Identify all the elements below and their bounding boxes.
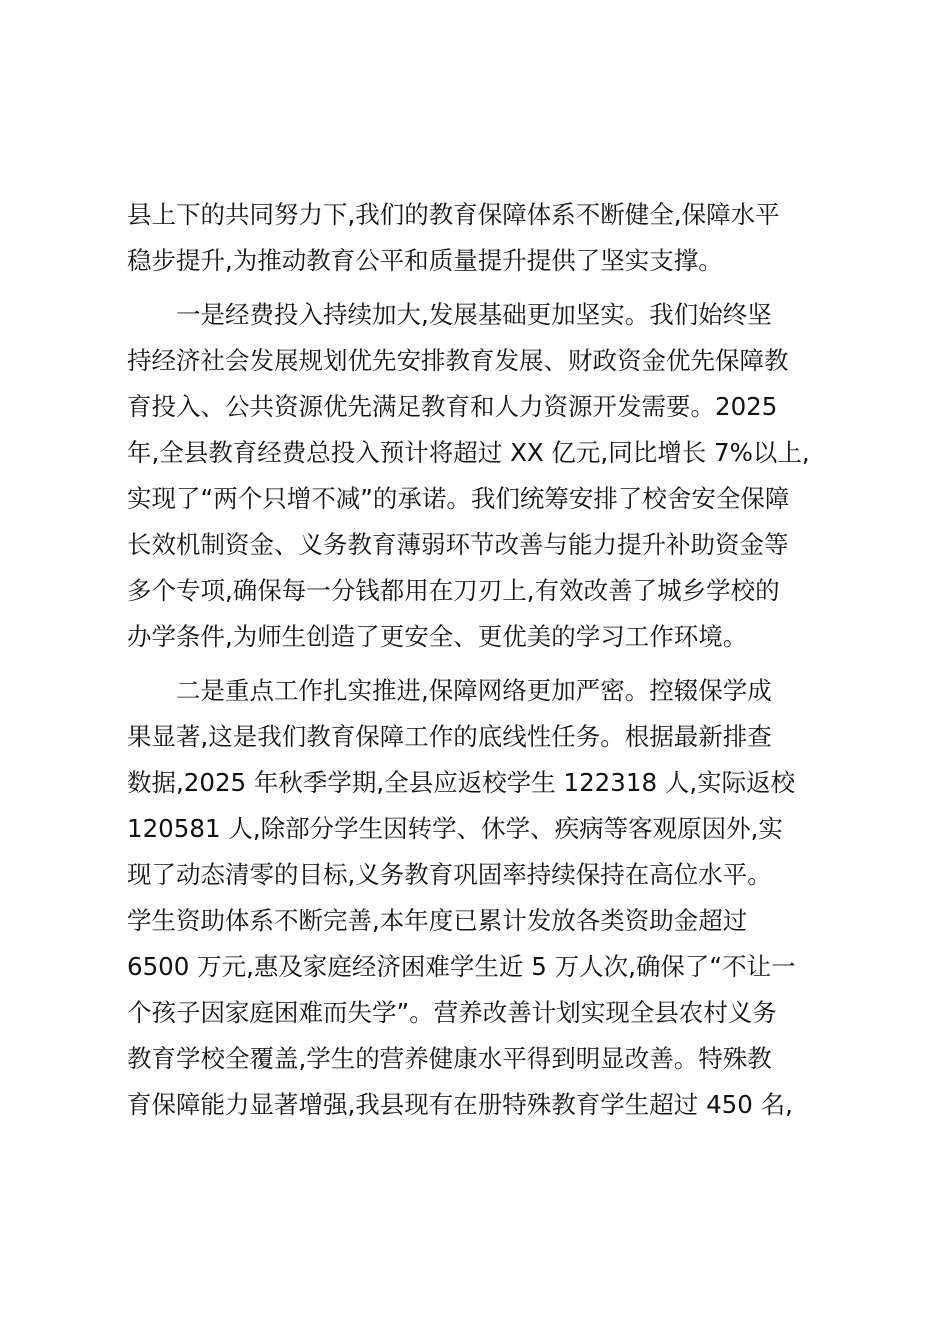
document-body [127,192,847,1136]
text-line: 120581 人,除部分学生因转学、休学、疾病等客观原因外,实 [127,814,783,843]
text-line: 学生资助体系不断完善,本年度已累计发放各类资助金超过 [127,906,748,935]
text-line: 个孩子因家庭困难而失学”。营养改善计划实现全县农村义务 [127,998,777,1027]
text-line: 育保障能力显著增强,我县现有在册特殊教育学生超过 450 名, [127,1090,793,1119]
paragraph-funding [127,292,847,660]
text-line: 6500 万元,惠及家庭经济困难学生近 5 万人次,确保了“不让一 [127,952,796,981]
text-line: 办学条件,为师生创造了更安全、更优美的学习工作环境。 [127,622,748,651]
paragraph-key-work [127,668,847,1128]
text-line: 年,全县教育经费总投入预计将超过 XX 亿元,同比增长 7%以上, [127,438,810,467]
text-line: 实现了“两个只增不减”的承诺。我们统筹安排了校舍安全保障 [127,484,790,513]
text-line: 长效机制资金、义务教育薄弱环节改善与能力提升补助资金等 [127,530,789,559]
text-line: 教育学校全覆盖,学生的营养健康水平得到明显改善。特殊教 [127,1044,772,1073]
text-line: 现了动态清零的目标,义务教育巩固率持续保持在高位水平。 [127,860,772,889]
text-line: 一是经费投入持续加大,发展基础更加坚实。我们始终坚 [176,300,772,329]
text-line: 果显著,这是我们教育保障工作的底线性任务。根据最新排查 [127,722,772,751]
paragraph-intro-continuation [127,192,847,284]
text-line: 多个专项,确保每一分钱都用在刀刃上,有效改善了城乡学校的 [127,576,780,605]
text-line: 二是重点工作扎实推进,保障网络更加严密。控辍保学成 [176,676,772,705]
text-line: 数据,2025 年秋季学期,全县应返校学生 122318 人,实际返校 [127,768,796,797]
text-line: 稳步提升,为推动教育公平和质量提升提供了坚实支撑。 [127,246,723,275]
text-line: 持经济社会发展规划优先安排教育发展、财政资金优先保障教 [127,346,789,375]
text-line: 育投入、公共资源优先满足教育和人力资源开发需要。2025 [127,392,778,421]
text-line: 县上下的共同努力下,我们的教育保障体系不断健全,保障水平 [127,200,780,229]
